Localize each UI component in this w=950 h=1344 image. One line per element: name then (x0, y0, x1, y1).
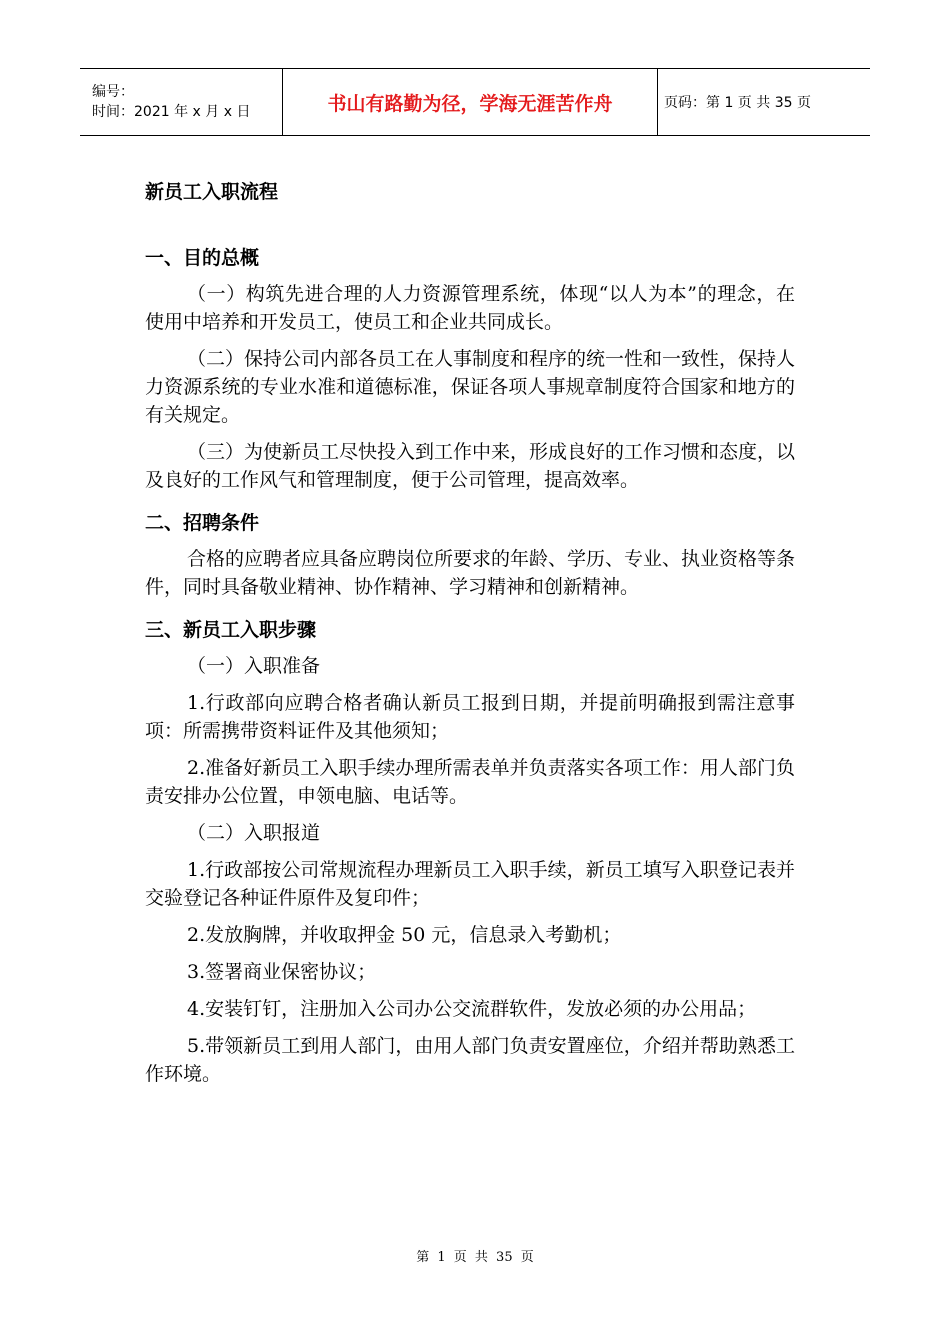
section-heading: 一、目的总概 (145, 247, 260, 269)
paragraph: （一）构筑先进合理的人力资源管理系统，体现“以人为本”的理念，在使用中培养和开发员工，使员工和企业共同成长。 (145, 283, 795, 333)
document-body (145, 172, 795, 1097)
list-item: 2.发放胸牌，并收取押金 50 元，信息录入考勤机； (187, 924, 622, 946)
subsection-heading: （一）入职准备 (187, 655, 321, 677)
page-footer: 第 1 页 共 35 页 (416, 1250, 534, 1265)
header-motto: 书山有路勤为径，学海无涯苦作舟 (327, 92, 613, 115)
section-heading: 三、新员工入职步骤 (145, 619, 317, 641)
header-page-number: 页码：第 1 页 共 35 页 (664, 95, 811, 111)
header-info (80, 69, 282, 135)
list-item: 5.带领新员工到用人部门，由用人部门负责安置座位，介绍并帮助熟悉工作环境。 (145, 1035, 795, 1085)
header-page-info (658, 69, 870, 135)
list-item: 1.行政部按公司常规流程办理新员工入职手续，新员工填写入职登记表并交验登记各种证件原件及复印件； (145, 859, 795, 909)
document-title: 新员工入职流程 (145, 181, 279, 203)
document-date: 时间：2021 年 x 月 x 日 (92, 104, 251, 120)
list-item: 2.准备好新员工入职手续办理所需表单并负责落实各项工作：用人部门负责安排办公位置，申领电脑、电话等。 (145, 757, 795, 807)
section-heading: 二、招聘条件 (145, 512, 260, 534)
paragraph: （三）为使新员工尽快投入到工作中来，形成良好的工作习惯和态度，以及良好的工作风气和管理制度，便于公司管理，提高效率。 (145, 441, 796, 491)
list-item: 4.安装钉钉，注册加入公司办公交流群软件，发放必须的办公用品； (187, 998, 757, 1020)
list-item: 3.签署商业保密协议； (187, 961, 377, 983)
subsection-heading: （二）入职报道 (187, 822, 321, 844)
paragraph: 合格的应聘者应具备应聘岗位所要求的年龄、学历、专业、执业资格等条件，同时具备敬业精神、协作精神、学习精神和创新精神。 (145, 548, 796, 598)
document-number: 编号： (92, 84, 134, 100)
list-item: 1.行政部向应聘合格者确认新员工报到日期，并提前明确报到需注意事项：所需携带资料证件及其他须知； (145, 692, 795, 742)
header-motto-cell (282, 69, 658, 135)
page-header (80, 68, 870, 136)
paragraph: （二）保持公司内部各员工在人事制度和程序的统一性和一致性，保持人力资源系统的专业水准和道德标准，保证各项人事规章制度符合国家和地方的有关规定。 (145, 348, 796, 426)
